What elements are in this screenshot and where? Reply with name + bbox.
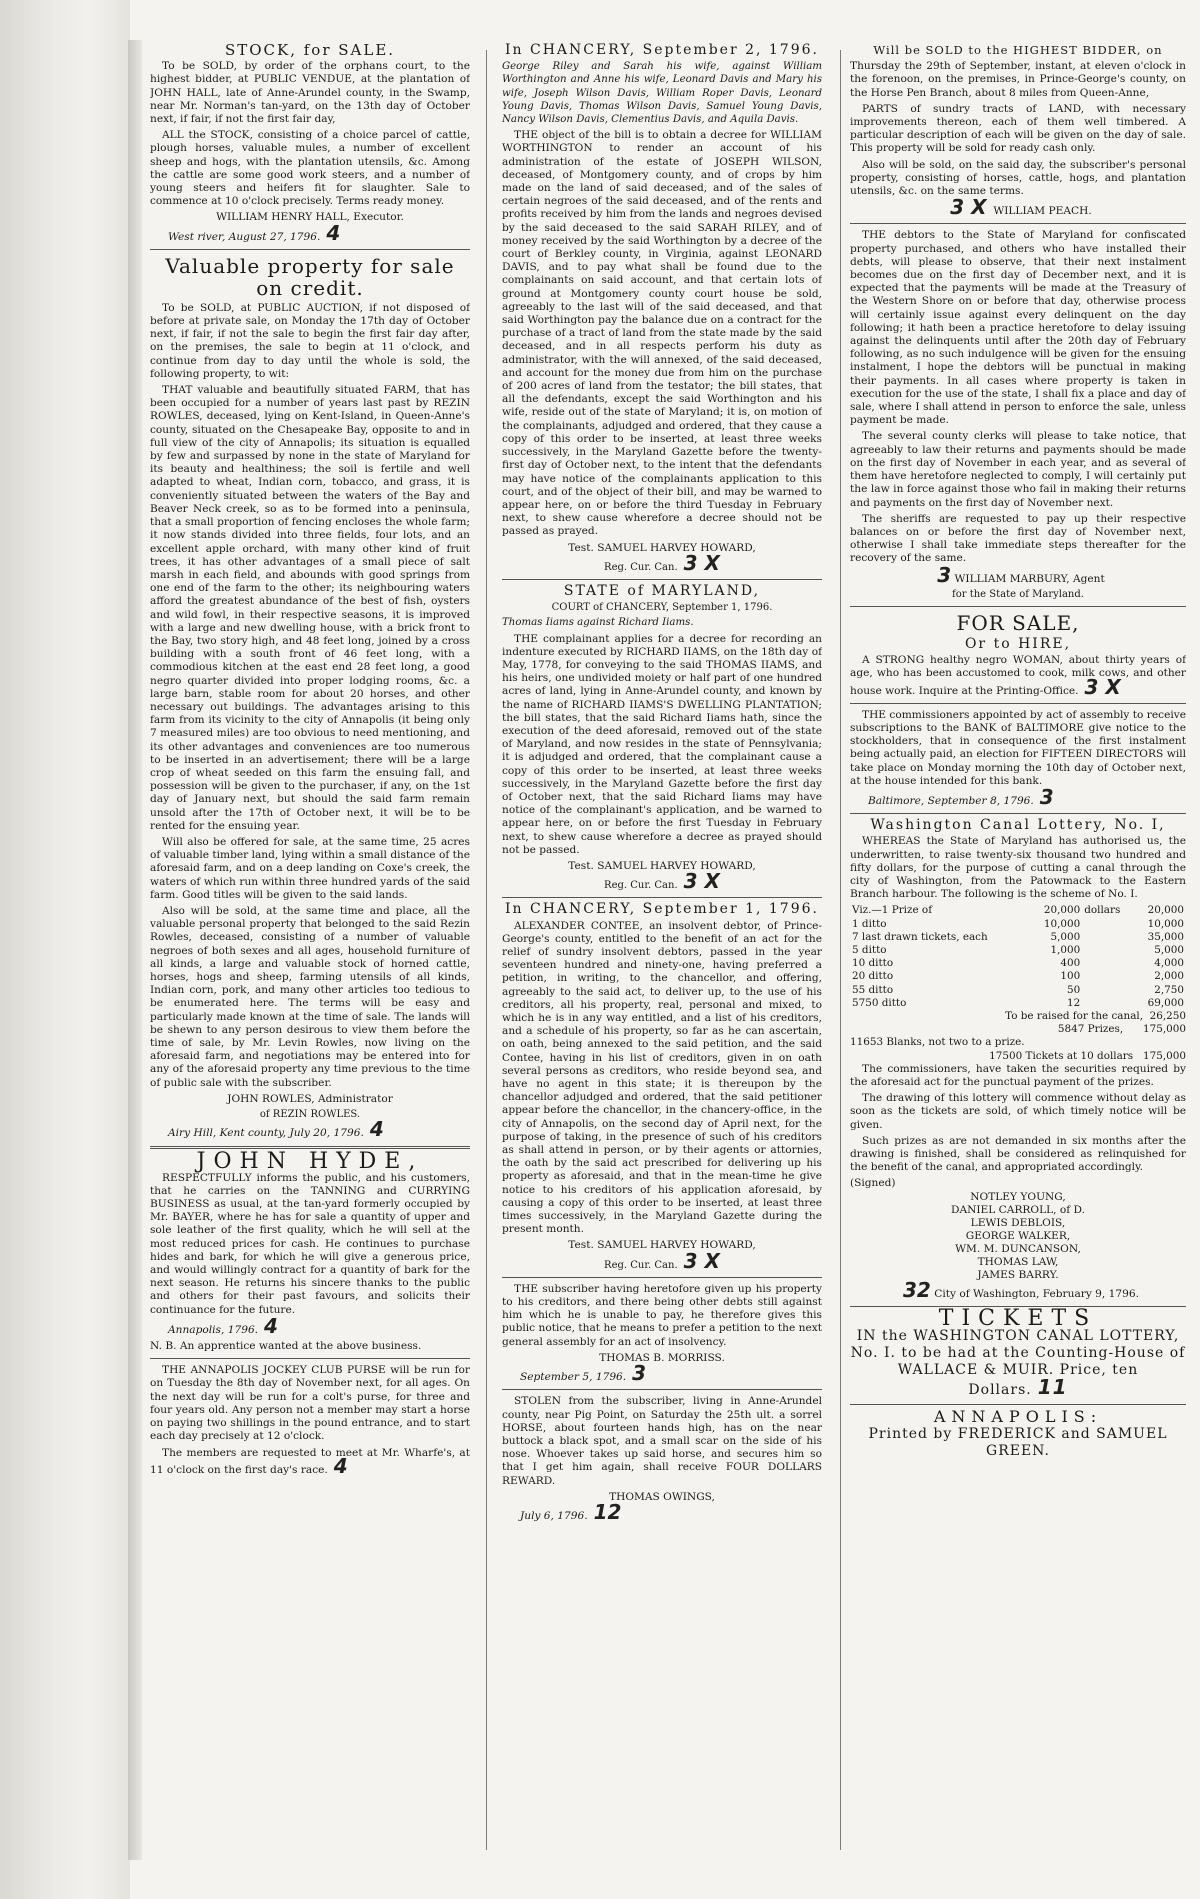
prize-each: 1,000 (1050, 943, 1081, 956)
ad-title: FOR SALE, (956, 610, 1080, 635)
commissioner-name: DANIEL CARROLL, of D. (950, 1203, 1086, 1216)
notice-body: THE debtors to the State of Maryland for confiscated property purchased, and others who have installed their debts, will please to observe, that their next instalment becomes due on the first day of December next, and it is expected that the payments will be made at the Treasury of the Western Shore on or before that day, otherwise process will certainly issue against every delinquent on the day following; it hath been a practice heretofore to delay issuing against the delinquents until after the 20th day of February following, as no such indulgence will be given for the ensuing instalment, I hope the debtors will be punctual in making their payments. In all cases where property is taken in execution for the use of the state, I shall fix a place and day of sale, where I shall attend in person to enforce the sale, unless payment be made. (850, 229, 1186, 427)
ad-title: Valuable property for sale on credit. (165, 253, 455, 300)
prize-scheme-table (850, 904, 1186, 1010)
prize-qty: 5 ditto (852, 943, 887, 956)
handwritten-mark: 3 X (683, 1248, 720, 1273)
ad-intro: To be SOLD, by order of the orphans court, to the highest bidder, at PUBLIC VENDUE, at the plantation of JOHN HALL, late of Anne-Arundel county, in the Swamp, near Mr. Norman's tan-yard, on the 13th day of October next, if fair, if not the first fair day, (150, 60, 470, 126)
handwritten-mark: 4 (369, 1117, 384, 1142)
notice-morriss (502, 1283, 822, 1384)
notice-signer: THOMAS OWINGS, (609, 1490, 715, 1503)
prize-row (850, 944, 1186, 957)
notice-chancery-contee (502, 903, 822, 1271)
divider (850, 1404, 1186, 1405)
ad-body: Also will be sold, at the same time and place, all the valuable personal property that belonged to the said Rezin Rowles, deceased, consisting of a number of valuable negroes of both sexes and all ages, household furniture of all kinds, a large and valuable stock of horned cattle, horses, hogs and sheep, farming utensils of all kinds, Indian corn, pork, and many other articles too tedious to be enumerated here. The terms will be easy and particularly made known at the time of sale. The lands will be shewn to any person desirous to view them before the time of sale, by Mr. Levin Rowles, now living on the aforesaid farm, and negotiations may be entered into for any of the aforesaid property any time previous to the time of public sale with the subscriber. (150, 904, 470, 1089)
ad-body: Will also be offered for sale, at the same time, 25 acres of valuable timber land, lying within a small distance of the aforesaid farm, and on a deep landing on Coxe's creek, the waters of which run within three hundred yards of the said farm. Good titles will be given to the said lands. (150, 835, 470, 901)
divider (850, 703, 1186, 704)
tickets-line: 17500 Tickets at 10 dollars 175,000 (989, 1049, 1186, 1062)
imprint-printer: Printed by FREDERICK and SAMUEL GREEN. (868, 1426, 1168, 1460)
notice-parties: Thomas Iiams against Richard Iiams. (502, 617, 694, 629)
column-rule (486, 50, 487, 1850)
prize-total: 5,000 (1154, 943, 1184, 956)
ad-date: Airy Hill, Kent county, July 20, 1796. 4 (168, 1117, 384, 1142)
notice-test: Test. SAMUEL HARVEY HOWARD, (568, 859, 756, 872)
prize-each: 10,000 (1043, 917, 1081, 930)
prize-total: 2,000 (1154, 970, 1184, 983)
prize-qty: Viz.—1 Prize of (852, 904, 933, 917)
divider (150, 249, 470, 250)
ad-body: THAT valuable and beautifully situated FARM, that has been occupied for a number of years last past by REZIN ROWLES, deceased, lying on Kent-Island, in Queen-Anne's county, situated on the Chesapeake Bay, opposite to and in full view of the city of Annapolis; its situation is equalled by few and surpassed by none in the state of Maryland for its beauty and healthiness; the soil is fertile and well adapted to wheat, Indian corn, tobacco, and grass, it is conveniently situated between the waters of the Bay and Beaver Neck creek, so as to be formed into a peninsula, that a small proportion of fencing encloses the whole farm; it now stands divided into three fields, four lots, and an excellent apple orchard, with many other kind of fruit trees, it has other advantages of a small piece of salt marsh in each field, and abounds with good springs from one end of the farm to the other; its neighbouring waters afford the greatest abundance of the best of fish, oysters and wild fowl, in their respective seasons, it is improved with a large and new dwelling house, with a brick front to the Bay, two story high, and 48 feet long, joined by a cross building with a south front of 46 feet long, with a commodious kitchen at the east end 28 feet long, a good negro quarter divided into proper lodging rooms, &c. a large barn, stable room for about 20 horses, and other necessary out buildings. The advantages arising to this farm from its vicinity to the city of Annapolis (it being only 7 measured miles) are too obvious to need mentioning, and its other advantages and conveniences are too numerous to be inserted in an advertisement; there will be a large crop of wheat seeded on this farm the ensuing fall, and possession will be given to the purchaser, if any, on the 1st day of January next, but should the said farm remain unsold after the 17th of October next, it will be to be rented for the ensuing year. (150, 384, 470, 832)
notice-body: The sheriffs are requested to pay up their respective balances on or before the first day of November next, otherwise I shall take immediate steps thereafter for the recovery of the same. (850, 512, 1186, 565)
ad-date: 32 City of Washington, February 9, 1796. (903, 1277, 1139, 1302)
ad-stock-sale (150, 41, 470, 245)
ad-nb: N. B. An apprentice wanted at the above business. (150, 1340, 422, 1353)
prizes-line: 5847 Prizes, 175,000 (1057, 1023, 1186, 1036)
notice-reg: Reg. Cur. Can. 3 X (604, 550, 720, 575)
column-2 (502, 40, 822, 1880)
prize-total: 20,000 (1147, 904, 1184, 917)
prize-row (850, 984, 1186, 997)
notice-reg: Reg. Cur. Can. 3 X (604, 869, 720, 894)
notice-body: ALEXANDER CONTEE, an insolvent debtor, of Prince-George's county, entitled to the benefit of an act for the relief of sundry insolvent debtors, passed in the year seventeen hundred and ninety-one, having preferred a petition, in writing, to the chancellor, and offering, agreeably to the said act, to deliver up, to the use of his creditors, all his property, real, personal and mixed, to which he is in any way entitled, and a list of his creditors, and a schedule of his property, so far as he can ascertain, on oath, being annexed to the said petition, and the said Contee, having in his list of creditors, given in on oath several persons as creditors, who reside beyond sea, and have no agent in this state; it is thereupon by the chancellor adjudged and ordered, that the said petitioner appear before the chancellor, in the chancery-office, in the city of Annapolis, on the second day of April next, for the purpose of taking, in the presence of such of his creditors as shall attend in person, or by their agents or attornies, the oath by the said act prescribed for delivering up his property as aforesaid, and that in the mean-time he give notice to his creditors of his application aforesaid, by causing a copy of this order to be inserted, at least three times successively, in the Maryland Gazette during the present month. (502, 919, 822, 1236)
prize-each: 100 (1060, 970, 1081, 983)
ad-valuable-property (150, 255, 470, 1141)
notice-bank-baltimore (850, 709, 1186, 808)
handwritten-mark: 3 (937, 562, 952, 587)
prize-total: 69,000 (1147, 996, 1184, 1009)
prize-qty: 20 ditto (852, 970, 894, 983)
prize-each: 5,000 (1050, 930, 1081, 943)
notice-date: Baltimore, September 8, 1796. 3 (868, 784, 1054, 809)
raised-line: To be raised for the canal, 26,250 (1005, 1010, 1186, 1022)
ad-canal-lottery (850, 819, 1186, 1301)
prize-total: 2,750 (1154, 983, 1184, 996)
handwritten-mark: 3 (632, 1361, 647, 1386)
ad-signer: 3 X WILLIAM PEACH. (950, 195, 1092, 220)
ad-body: Also will be sold, on the said day, the subscriber's personal property, consisting of horses, cattle, hogs, and plantation utensils, &c. on the same terms. (850, 158, 1186, 198)
divider (850, 223, 1186, 224)
ad-title: TICKETS (938, 1305, 1098, 1331)
divider (150, 1358, 470, 1359)
prize-unit (1082, 997, 1134, 1010)
divider (502, 1277, 822, 1278)
column-3 (850, 40, 1186, 1880)
ad-intro: To be SOLD, at PUBLIC AUCTION, if not disposed of before at private sale, on Monday the 17th day of October next, if fair, if not the sale to begin the first fair day after, on the premises, the sale to begin at 11 o'clock, and continue from day to day until the whole is sold, the following property, to wit: (150, 301, 470, 380)
prize-each: 400 (1060, 957, 1081, 970)
commissioner-name: JAMES BARRY. (977, 1268, 1059, 1281)
commissioner-name: WM. M. DUNCANSON, (955, 1242, 1081, 1255)
handwritten-mark: 12 (593, 1499, 622, 1524)
prize-unit (1082, 931, 1134, 944)
ad-body: A STRONG healthy negro WOMAN, about thirty years of age, who has been accustomed to cook, milk cows, and other house work. Inquire at the Printing-Office. 3 X (850, 654, 1186, 699)
prize-total: 10,000 (1147, 917, 1184, 930)
handwritten-mark: 3 X (683, 550, 720, 575)
prize-row (850, 931, 1186, 944)
prize-each: 12 (1067, 996, 1081, 1009)
prize-each: 20,000 (1043, 904, 1081, 917)
ad-for-sale-hire (850, 612, 1186, 698)
prize-row (850, 957, 1186, 970)
prize-qty: 7 last drawn tickets, each (852, 930, 988, 943)
prize-unit (1082, 970, 1134, 983)
divider (502, 579, 822, 580)
prize-row (850, 918, 1186, 931)
notice-body: THE commissioners appointed by act of assembly to receive subscriptions to the BANK of BALTIMORE give notice to the stockholders, that in consequence of the first instalment being actually paid, an election for FIFTEEN DIRECTORS will take place on Monday morning the 10th day of October next, at the house intended for this bank. (850, 708, 1186, 787)
ad-body: RESPECTFULLY informs the public, and his customers, that he carries on the TANNING and CURRYING BUSINESS as usual, at the tan-yard formerly occupied by Mr. BAYER, where he has for sale a quantity of upper and sole leather of the first quality, which he will sell at the most reduced prices for cash. He continues to purchase hides and bark, for which he will give a generous price, and would willingly contract for a quantity of bark for the next season. He returns his sincere thanks to the public and others for their past favours, and solicits their continuance for the future. (150, 1171, 470, 1316)
prize-total: 35,000 (1147, 930, 1184, 943)
handwritten-mark: 3 X (950, 195, 987, 220)
prize-qty: 10 ditto (852, 957, 894, 970)
commissioner-name: NOTLEY YOUNG, (970, 1190, 1066, 1203)
commissioner-names (850, 1191, 1186, 1282)
prize-unit: dollars (1084, 904, 1121, 917)
notice-title: In CHANCERY, September 2, 1796. (505, 42, 819, 58)
ad-body: The drawing of this lottery will commence without delay as soon as the tickets are sold, of which timely notice will be given. (850, 1092, 1186, 1131)
divider (502, 1389, 822, 1390)
ad-signer: JOHN ROWLES, Administrator (227, 1092, 393, 1105)
ad-signer-title: of REZIN ROWLES. (259, 1109, 361, 1121)
notice-stolen-horse (502, 1395, 822, 1523)
notice-body: THE object of the bill is to obtain a decree for WILLIAM WORTHINGTON to render an account of his administration of the estate of JOSEPH WILSON, deceased, of Montgomery county, and of crops by him made on the land of said deceased, and of the sales of certain negroes of the said deceased, and of the rents and profits received by him from the lands and negroes devised by the said deceased to the said SARAH RILEY, and of money received by the said Worthington by a decree of the court of Berkley county, in Virginia, against LEONARD DAVIS, and to pay what shall be found due to the complainants on said account, and that certain lots of ground at Montgomery county court house be sold, agreeably to the last will of the said deceased, and that said Worthington pay the balance due on a contract for the purchase of a tract of land from the state made by the said deceased, and in all respects perform his duty as administrator, with the will annexed, of the said deceased, and account for the money due from him on the purchase of 200 acres of land from the testator; the bill states, that all the defendants, except the said Worthington and his wife, reside out of the state of Maryland; it is, on motion of the complainants, adjudged and ordered, that they cause a copy of this order to be inserted, at least three weeks successively, in the Maryland Gazette before the twenty-first day of October next, to the intent that the defendants may have notice of the complainants application to this court, and of the object of their bill, and may be warned to appear here, on or before the third Tuesday in February next, to shew cause wherefore a decree should not be passed as prayed. (502, 129, 822, 538)
ad-subtitle: Or to HIRE, (964, 635, 1072, 652)
prize-rows (850, 904, 1186, 1010)
prize-qty: 1 ditto (852, 917, 887, 930)
notice-body: THE subscriber having heretofore given up his property to his creditors, and there being other debts still against him which he is unable to pay, he therefore gives this public notice, that he means to prefer a petition to the next general assembly for an act of insolvency. (502, 1282, 822, 1348)
ad-jockey-club (150, 1364, 470, 1477)
divider (502, 897, 822, 898)
notice-signer: 3 WILLIAM MARBURY, Agent (937, 562, 1105, 587)
ad-title: JOHN HYDE, (196, 1149, 424, 1175)
notice-date: July 6, 1796. 12 (520, 1499, 622, 1524)
ad-body: The commissioners, have taken the securities required by the aforesaid act for the punctual payment of the prizes. (850, 1062, 1186, 1089)
notice-parties: George Riley and Sarah his wife, against William Worthington and Anne his wife, Leonard Davis and Mary his wife, Joseph Wilson Davis, William Roper Davis, Leonard Young Davis, Thomas Wilson Davis, Samuel Young Davis, Nancy Wilson Davis, Clementius Davis, and Aquila Davis. (502, 61, 822, 126)
ad-body: IN the WASHINGTON CANAL LOTTERY, No. I. to be had at the Counting-House of WALLACE & MUIR. Price, ten Dollars. 11 (850, 1328, 1186, 1400)
column-rule (840, 50, 841, 1850)
notice-body: STOLEN from the subscriber, living in Anne-Arundel county, near Pig Point, on Saturday the 25th ult. a sorrel HORSE, about fourteen hands high, has on the near buttock a black spot, and a small scar on the side of his nose. Whoever takes up said horse, and secures him so that I get him again, shall receive FOUR DOLLARS REWARD. (502, 1395, 822, 1487)
ad-title: Washington Canal Lottery, No. I, (870, 817, 1166, 834)
handwritten-mark: 3 (1039, 784, 1054, 809)
notice-test: Test. SAMUEL HARVEY HOWARD, (568, 541, 756, 554)
prize-unit (1082, 944, 1134, 957)
ad-body: Such prizes as are not demanded in six months after the drawing is finished, shall be considered as relinquished for the benefit of the canal, and appropriated accordingly. (850, 1134, 1186, 1174)
commissioner-name: THOMAS LAW, (977, 1255, 1059, 1268)
handwritten-mark: 4 (326, 220, 341, 245)
notice-title: STATE of MARYLAND, (563, 582, 761, 599)
notice-chancery-riley (502, 44, 822, 574)
ad-intro: Thursday the 29th of September, instant, at eleven o'clock in the forenoon, on the premises, in Prince-George's county, on the Horse Pen Branch, about 8 miles from Queen-Anne, (850, 60, 1186, 99)
ad-title: STOCK, for SALE. (224, 41, 396, 59)
handwritten-mark: 32 (903, 1277, 931, 1302)
ad-body: ALL the STOCK, consisting of a choice parcel of cattle, plough horses, valuable mules, a number of excellent sheep and hogs, with the plantation utensils, &c. Among the cattle are some good work steers, and a number of young steers and heifers fit for slaughter. Sale to commence at 10 o'clock precisely. Terms ready money. (150, 129, 470, 208)
notice-title: In CHANCERY, September 1, 1796. (505, 901, 819, 918)
handwritten-mark: 3 X (683, 869, 720, 894)
prize-row (850, 970, 1186, 983)
handwritten-mark: 4 (333, 1453, 348, 1478)
prize-total: 4,000 (1154, 957, 1184, 970)
ad-body: THE ANNAPOLIS JOCKEY CLUB PURSE will be run for on Tuesday the 8th day of November next, for all ages. On the next day will be run for a colt's purse, for three and four years old. Any person not a member may start a horse on paying two shillings in the pound entrance, and to start each day precisely at 12 o'clock. (150, 1364, 470, 1443)
ad-body: The members are requested to meet at Mr. Wharfe's, at 11 o'clock on the first day's race. 4 (150, 1446, 470, 1478)
prize-unit (1082, 918, 1134, 931)
prize-qty: 55 ditto (852, 983, 894, 996)
ad-body: WHEREAS the State of Maryland has authorised us, the underwritten, to raise twenty-six thousand two hundred and fifty dollars, for the purpose of cutting a canal through the city of Washington, from the Patowmack to the Eastern Branch harbour. The following is the scheme of No. I. (850, 835, 1186, 901)
prize-qty: 5750 ditto (852, 996, 907, 1009)
notice-test: Test. SAMUEL HARVEY HOWARD, (568, 1239, 756, 1252)
ad-title: Will be SOLD to the HIGHEST BIDDER, on (873, 43, 1163, 57)
column-1 (150, 40, 470, 1880)
ad-tickets (850, 1305, 1186, 1400)
prize-unit (1082, 957, 1134, 970)
book-binding (0, 0, 130, 1899)
imprint-city: ANNAPOLIS: (933, 1407, 1103, 1427)
ad-date: West river, August 27, 1796. 4 (168, 220, 341, 245)
divider (850, 813, 1186, 814)
handwritten-mark: 11 (1037, 1375, 1068, 1400)
ad-peach-land (850, 44, 1186, 218)
commissioner-name: LEWIS DEBLOIS, (970, 1216, 1066, 1229)
notice-state-maryland (502, 582, 822, 894)
blanks-line: 11653 Blanks, not two to a prize. (850, 1036, 1025, 1049)
notice-body: THE complainant applies for a decree for recording an indenture executed by RICHARD IIAMS, on the 18th day of May, 1778, for conveying to the said THOMAS IIAMS, and his heirs, one undivided moiety or half part of one hundred acres of land, lying in Anne-Arundel county, and known by the name of RICHARD IIAMS'S DWELLING PLANTATION; the bill states, that the said Richard Iiams hath, since the execution of the deed aforesaid, removed out of the state of Maryland, and now resides in the state of Pennsylvania; it is adjudged and ordered, that the complainant cause a copy of this order to be inserted, at least three weeks successively, in the Maryland Gazette before the first day of October next, that the said Richard Iiams may have notice of the complainant's application, and be warned to appear here, on or before the first Tuesday in February next, to shew cause wherefore a decree as prayed should not be passed. (502, 632, 822, 856)
prize-unit (1082, 984, 1134, 997)
ad-john-hyde (150, 1149, 470, 1353)
ad-body: PARTS of sundry tracts of LAND, with necessary improvements thereon, each of them well timbered. A particular description of each will be given on the day of sale. This property will be sold for ready cash only. (850, 102, 1186, 155)
prize-each: 50 (1067, 983, 1081, 996)
notice-subtitle: COURT of CHANCERY, September 1, 1796. (551, 602, 773, 614)
handwritten-mark: 3 X (1084, 674, 1121, 699)
signed-label: (Signed) (850, 1177, 896, 1190)
ad-signer: WILLIAM HENRY HALL, Executor. (216, 211, 404, 224)
divider (850, 606, 1186, 607)
commissioner-name: GEORGE WALKER, (965, 1229, 1071, 1242)
notice-body: The several county clerks will please to take notice, that agreeably to law their returns and payments should be made on the first day of November in each year, and as several of them have heretofore neglected to comply, I will certainly put the law in force against those who fail in making their returns and payments on the first day of November next. (850, 430, 1186, 509)
notice-marbury (850, 229, 1186, 600)
notice-reg: Reg. Cur. Can. 3 X (604, 1248, 720, 1273)
prize-row (850, 904, 1186, 917)
notice-signer: THOMAS B. MORRISS. (599, 1351, 725, 1364)
prize-row (850, 997, 1186, 1010)
imprint (850, 1407, 1186, 1460)
ad-date: Annapolis, 1796. 4 (168, 1313, 278, 1338)
binding-shadow (128, 40, 142, 1860)
newspaper-page (150, 40, 1190, 1880)
notice-date: September 5, 1796. 3 (520, 1361, 647, 1386)
handwritten-mark: 4 (264, 1313, 278, 1338)
notice-signer-title: for the State of Maryland. (952, 588, 1084, 600)
